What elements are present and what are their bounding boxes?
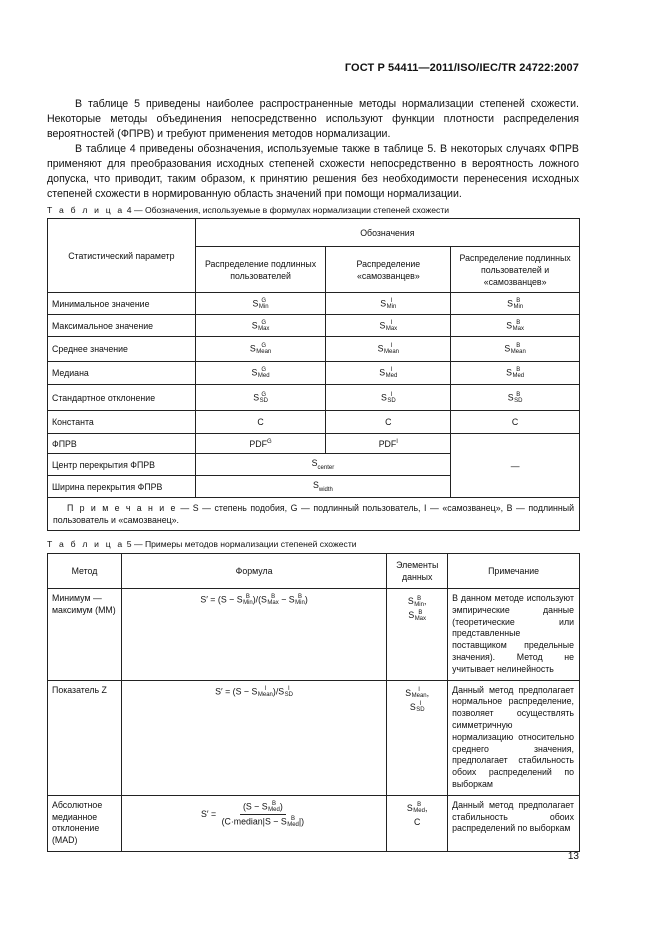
sym-sup-sub: B Min (513, 297, 524, 310)
table5-caption-prefix: Т а б л и ц а (47, 539, 125, 549)
sym-sup-sub: I Mean (384, 343, 400, 355)
mad-fraction: (S − S B Med ) (C·median|S − S B Med |) (221, 800, 305, 828)
sym-sup-sub: G Min (258, 297, 269, 310)
t5-data-mad: S B Med , C (387, 795, 448, 851)
pdf-text: PDF (378, 438, 397, 449)
t4-symbol-cell (451, 385, 580, 411)
t4-row (48, 315, 580, 337)
t5-formula-z: S′ = (S − S I Mean )/S I SD (121, 680, 386, 795)
sup-i: I (396, 438, 398, 445)
t4-width-value (195, 476, 451, 498)
pdf-text: PDF (249, 438, 268, 449)
t4-center-label: Центр перекрытия ФПРВ (48, 454, 196, 476)
t4-const-i: C (326, 411, 451, 434)
document-header: ГОСТ Р 54411—2011/ISO/IEC/TR 24722:2007 (344, 62, 579, 74)
t4-symbol-cell (195, 385, 326, 411)
t4-row-label: Максимальное значение (48, 315, 196, 337)
sym-s: S (380, 297, 387, 308)
t4-header-notation: Обозначения (195, 219, 579, 247)
sym-sup-sub: G Med (257, 367, 270, 379)
sym-sup-sub: B Mean (510, 343, 526, 355)
t4-note-prefix: П р и м е ч а н и е (67, 503, 177, 513)
t4-symbol-cell (326, 362, 451, 385)
t5-data-z: S I Mean , S I SD (387, 680, 448, 795)
sym-s: S (504, 343, 511, 354)
t5-method-mad: Абсолютное медианное отклонение (MAD) (48, 795, 122, 851)
sym-s: S (377, 343, 384, 354)
t4-header-both: Распределение подлинных пользователей и «самозванцев» (451, 247, 580, 293)
table4-caption-prefix: Т а б л и ц а (47, 205, 125, 215)
t5-header-method: Метод (48, 554, 122, 589)
table4-caption-text: 4 — Обозначения, используемые в формулах нормализации степеней схожести (126, 205, 450, 215)
t4-symbol-cell (326, 293, 451, 315)
page-number: 13 (567, 851, 579, 862)
t4-const-g: C (195, 411, 326, 434)
t4-symbol-cell (326, 337, 451, 362)
sym-sup-sub: B Max (512, 319, 524, 332)
sym-s: S (507, 391, 514, 402)
sym-s: S (313, 480, 319, 491)
table4-caption (47, 205, 449, 216)
t4-row-label: Стандартное отклонение (48, 385, 196, 411)
sym-s: S (506, 367, 512, 378)
t4-symbol-cell (451, 315, 580, 337)
t5-formula-mm (121, 589, 386, 681)
t4-pdf-label: ФПРВ (48, 434, 196, 454)
t4-symbol-cell (195, 337, 326, 362)
sym-s: S (251, 367, 258, 378)
sym-sup-sub: B Min (295, 594, 305, 606)
sym-s: S (251, 319, 258, 330)
t4-symbol-cell (195, 315, 326, 337)
sym-s: S (379, 367, 386, 378)
sym-s: S (380, 391, 387, 402)
intro-text (47, 97, 579, 202)
t4-pdf-b-dash: — (451, 434, 580, 498)
t4-header-impostor: Распределение «самозванцев» (326, 247, 451, 293)
t4-width-label: Ширина перекрытия ФПРВ (48, 476, 196, 498)
t5-header-note: Примечание (448, 554, 580, 589)
t4-const-label: Константа (48, 411, 196, 434)
t5-method-mm: Минимум — максимум (MM) (48, 589, 122, 681)
t5-header-formula: Формула (121, 554, 386, 589)
sym-sup-sub: B Min (243, 594, 253, 606)
t4-symbol-cell (326, 385, 451, 411)
t4-row-label: Медиана (48, 362, 196, 385)
t4-symbol-cell (451, 293, 580, 315)
t5-note-mad: Данный метод предполагает стабильность обоих распределений по выборкам (448, 795, 580, 851)
formula-part: ) (304, 594, 308, 605)
t4-row (48, 293, 580, 315)
sym-sup-sub: B Med (512, 367, 525, 379)
sym-sup-sub: G SD (259, 391, 268, 404)
t4-center-value (195, 454, 451, 476)
sym-sup-sub: I Med (385, 367, 398, 379)
formula-part: S′ = (S − S (200, 594, 243, 605)
intro-paragraph-1: В таблице 5 приведены наиболее распространенные методы нормализации степеней схожести. Некоторые методы объединения непосредственно используют функции плотности распределения вероятностей (ФПРВ) и требуют применения методов нормализации. (47, 98, 579, 140)
t5-header-data: Элементы данных (387, 554, 448, 589)
table-4 (47, 218, 580, 531)
t4-const-b: C (451, 411, 580, 434)
t4-row-label: Минимальное значение (48, 293, 196, 315)
t4-symbol-cell (326, 315, 451, 337)
sym-s: S (249, 343, 256, 354)
sub-center: center (317, 464, 335, 471)
t4-row (48, 385, 580, 411)
sym-s: S (379, 319, 386, 330)
t4-note (48, 498, 580, 531)
t5-formula-mad: S′ = (S − S B Med ) (C·median|S − S B Med |) (121, 795, 386, 851)
t4-row (48, 337, 580, 362)
sym-s: S (252, 297, 259, 308)
sym-sup-sub: I SD (387, 391, 396, 404)
t5-data-mm: S B Min , S B Max (387, 589, 448, 681)
t4-symbol-cell (451, 337, 580, 362)
formula-part: )/(S (252, 594, 267, 605)
sym-sup-sub: B Max (267, 594, 279, 606)
t4-row (48, 362, 580, 385)
t4-symbol-cell (195, 362, 326, 385)
t4-header-genuine: Распределение подлинных пользователей (195, 247, 326, 293)
t4-header-param: Статистический параметр (48, 219, 196, 293)
t4-row-label: Среднее значение (48, 337, 196, 362)
table5-caption (47, 539, 357, 550)
sup-g: G (267, 438, 272, 445)
t4-symbol-cell (195, 293, 326, 315)
t5-note-z: Данный метод предполагает нормальное распределение, позволяет осуществлять симметричную нормализацию относительно среднего значения, предполагает стабильность обоих распределений по выборкам (448, 680, 580, 795)
sym-sup-sub: G Mean (256, 343, 272, 355)
t4-symbol-cell (451, 362, 580, 385)
intro-paragraph-2: В таблице 4 приведены обозначения, используемые также в таблице 5. В некоторых случаях ФПРВ применяют для преобразования исходных степеней схожести непосредственно в вероятность ложного допуска, что приводит, таким образом, к принятию решения без необходимости перенесения исходных степеней схожести в нормированную область значений при помощи нормализации. (47, 143, 579, 200)
t4-pdf-g (195, 434, 326, 454)
t4-note-text: — S — степень подобия, G — подлинный пользователь, I — «самозванец», B — подлинный пользователь и «самозванец». (53, 503, 574, 525)
sub-width: width (318, 486, 333, 493)
t5-note-mm: В данном методе используют эмпирические данные (теоретические или представленные поставщиком предельные значения). Метод не учитывает нелинейность (448, 589, 580, 681)
t5-method-z: Показатель Z (48, 680, 122, 795)
sym-s: S (311, 458, 318, 469)
table5-caption-text: 5 — Примеры методов нормализации степеней схожести (126, 539, 357, 549)
sym-sup-sub: I Max (385, 319, 398, 332)
table-5 (47, 553, 580, 852)
sym-s: S (253, 391, 260, 402)
sym-sup-sub: B SD (514, 391, 523, 404)
t4-pdf-i (326, 434, 451, 454)
sym-sup-sub: G Max (258, 319, 270, 332)
sym-sup-sub: I Min (386, 297, 397, 310)
sym-s: S (506, 319, 513, 330)
formula-part: − S (278, 594, 295, 605)
sym-s: S (507, 297, 513, 308)
